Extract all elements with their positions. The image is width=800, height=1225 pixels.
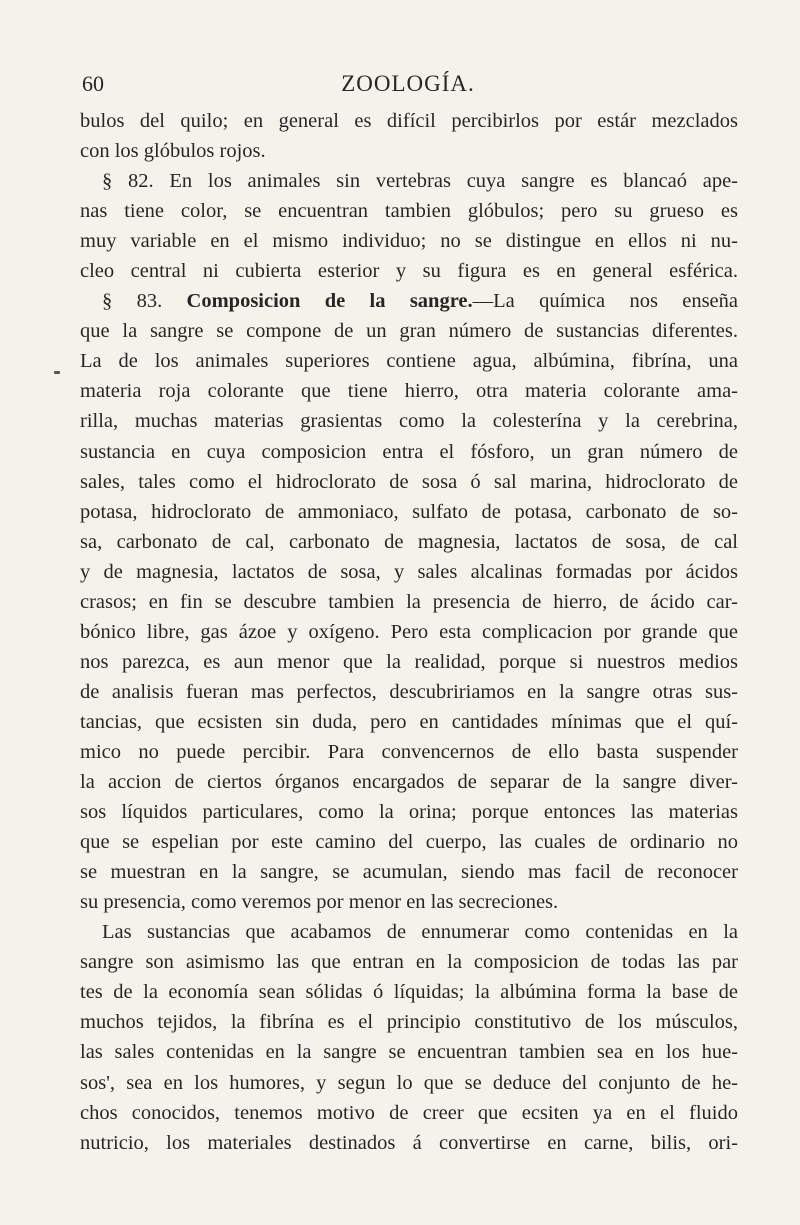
text-line: materia roja colorante que tiene hierro, otra materia colorante ama-: [80, 380, 738, 403]
text-line: nutricio, los materiales destinados á convertirse en carne, bilis, ori-: [80, 1131, 738, 1154]
text-line: rilla, muchas materias grasientas como la colesterína y la cerebrina,: [80, 410, 738, 433]
section-heading-line: [80, 286, 738, 316]
page-header: [82, 64, 734, 104]
text-line: cleo central ni cubierta esterior y su figura es en general esférica.: [80, 260, 738, 283]
text-line: chos conocidos, tenemos motivo de creer que ecsiten ya en el fluido: [80, 1101, 738, 1124]
text-line: crasos; en fin se descubre tambien la presencia de hierro, de ácido car-: [80, 590, 738, 613]
text-line: La de los animales superiores contiene agua, albúmina, fibrína, una: [80, 350, 738, 373]
text-line: sos líquidos particulares, como la orina; porque entonces las materias: [80, 801, 738, 824]
text-line: muy variable en el mismo individuo; no se distingue en ellos ni nu-: [80, 230, 738, 253]
text-line: sustancia en cuya composicion entra el fósforo, un gran número de: [80, 440, 738, 463]
text-line: Las sustancias que acabamos de ennumerar como contenidas en la: [102, 921, 738, 944]
text-line: de analisis fueran mas perfectos, descubririamos en la sangre otras sus-: [80, 680, 738, 703]
text-line: tancias, que ecsisten sin duda, pero en cantidades mínimas que el quí-: [80, 710, 738, 733]
text-line: bónico libre, gas ázoe y oxígeno. Pero esta complicacion por grande que: [80, 620, 738, 643]
text-line: se muestran en la sangre, se acumulan, siendo mas facil de reconocer: [80, 861, 738, 884]
text-line: § 82. En los animales sin vertebras cuya sangre es blancaó ape-: [102, 170, 738, 193]
running-head: ZOOLOGÍA.: [341, 71, 475, 96]
text-line: bulos del quilo; en general es difícil percibirlos por estár mezclados: [80, 110, 738, 132]
text-line: sales, tales como el hidroclorato de sosa ó sal marina, hidroclorato de: [80, 470, 738, 493]
section-heading-rest: —La química nos enseña: [472, 290, 739, 313]
body-text: [80, 106, 738, 1158]
text-line: nas tiene color, se encuentran tambien glóbulos; pero su grueso es: [80, 200, 738, 223]
text-line: potasa, hidroclorato de ammoniaco, sulfato de potasa, carbonato de so-: [80, 500, 738, 523]
section-number: § 83.: [102, 290, 163, 313]
text-line: que se espelian por este camino del cuerpo, las cuales de ordinario no: [80, 831, 738, 854]
text-line: y de magnesia, lactatos de sosa, y sales alcalinas formadas por ácidos: [80, 560, 738, 583]
text-line: sa, carbonato de cal, carbonato de magnesia, lactatos de sosa, de cal: [80, 530, 738, 553]
margin-mark: [54, 371, 60, 374]
text-line: muchos tejidos, la fibrína es el principio constitutivo de los músculos,: [80, 1011, 738, 1034]
text-line: mico no puede percibir. Para convencernos de ello basta suspender: [80, 740, 738, 763]
text-line: la accion de ciertos órganos encargados de separar de la sangre diver-: [80, 771, 738, 794]
text-line: las sales contenidas en la sangre se encuentran tambien sea en los hue-: [80, 1041, 738, 1064]
section-heading: Composicion de la sangre.: [186, 290, 473, 313]
text-line: tes de la economía sean sólidas ó líquidas; la albúmina forma la base de: [80, 981, 738, 1004]
text-line: con los glóbulos rojos.: [80, 140, 266, 163]
page-number: 60: [82, 71, 104, 96]
text-line: su presencia, como veremos por menor en las secreciones.: [80, 891, 559, 914]
text-line: sangre son asimismo las que entran en la composicion de todas las par: [80, 951, 738, 974]
text-line: sos', sea en los humores, y segun lo que se deduce del conjunto de he-: [80, 1071, 738, 1094]
text-line: que la sangre se compone de un gran número de sustancias diferentes.: [80, 320, 738, 343]
text-line: nos parezca, es aun menor que la realidad, porque si nuestros medios: [80, 650, 738, 673]
